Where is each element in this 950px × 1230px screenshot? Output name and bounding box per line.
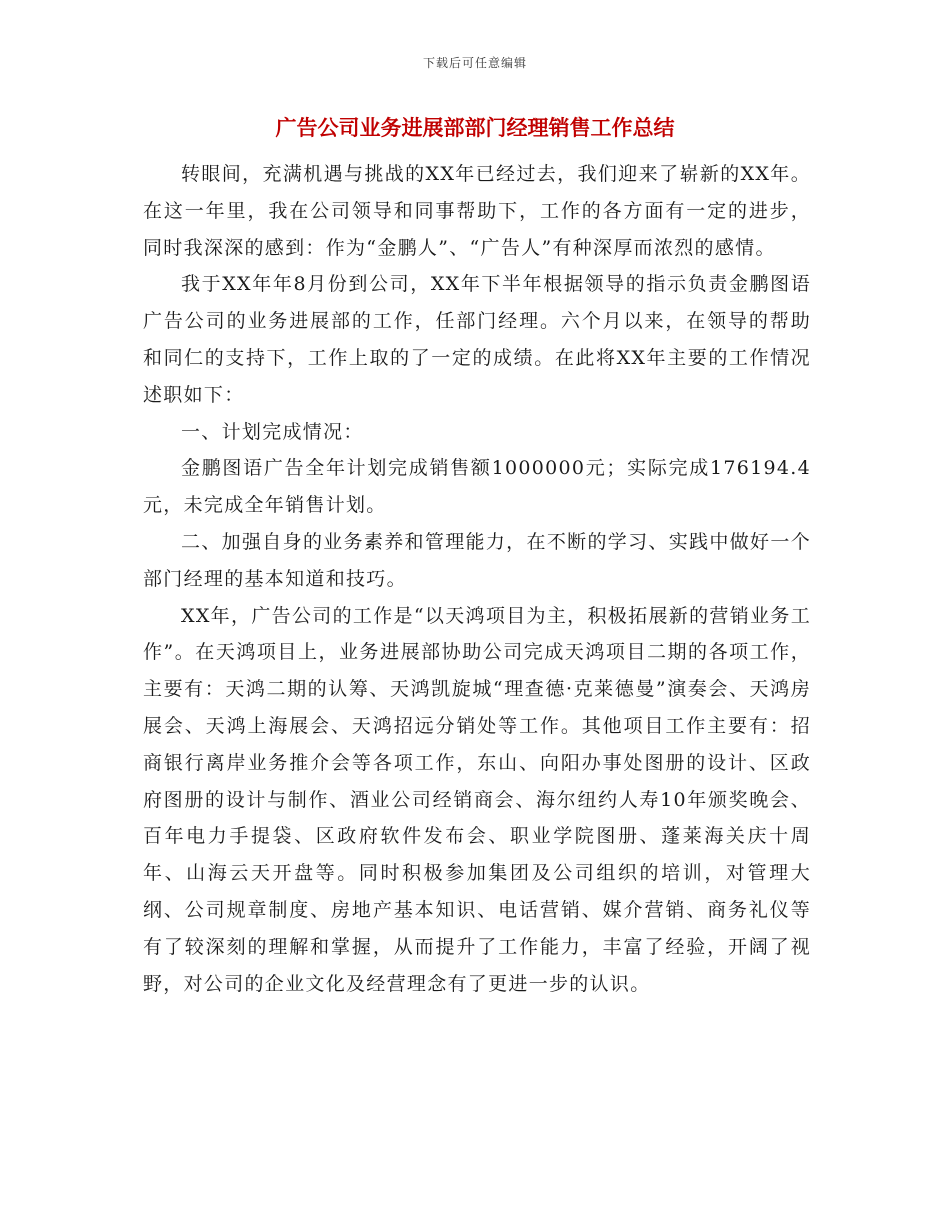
document-title: 广告公司业务进展部部门经理销售工作总结 [275,116,675,140]
section-heading-plan: 一、计划完成情况： [181,420,364,443]
document-body [143,156,811,1002]
paragraph-plan-result: 金鹏图语广告全年计划完成销售额1000000元；实际完成176194.4元，未完成全年销售计划。 [143,457,811,517]
paragraph-work-details: XX年，广告公司的工作是“以天鸿项目为主，积极拓展新的营销业务工作”。在天鸿项目上，业务进展部协助公司完成天鸿项目二期的各项工作，主要有：天鸿二期的认筹、天鸿凯旋城“理查德·克莱德曼”演奏会、天鸿房展会、天鸿上海展会、天鸿招远分销处等工作。其他项目工作主要有：招商银行离岸业务推介会等各项工作，东山、向阳办事处图册的设计、区政府图册的设计与制作、酒业公司经销商会、海尔纽约人寿10年颁奖晚会、百年电力手提袋、区政府软件发布会、职业学院图册、蓬莱海关庆十周年、山海云天开盘等。同时积极参加集团及公司组织的培训，对管理大纲、公司规章制度、房地产基本知识、电话营销、媒介营销、商务礼仪等有了较深刻的理解和掌握，从而提升了工作能力，丰富了经验，开阔了视野，对公司的企业文化及经营理念有了更进一步的认识。 [143,604,811,995]
section-heading-skills: 二、加强自身的业务素养和管理能力，在不断的学习、实践中做好一个部门经理的基本知道和技巧。 [143,530,811,590]
header-note: 下载后可任意编辑 [422,56,527,70]
paragraph-intro: 转眼间，充满机遇与挑战的XX年已经过去，我们迎来了崭新的XX年。在这一年里，我在公司领导和同事帮助下，工作的各方面有一定的进步，同时我深深的感到：作为“金鹏人”、“广告人”有种深厚而浓烈的感情。 [143,163,811,259]
paragraph-background: 我于XX年年8月份到公司，XX年下半年根据领导的指示负责金鹏图语广告公司的业务进展部的工作，任部门经理。六个月以来，在领导的帮助和同仁的支持下，工作上取的了一定的成绩。在此将XX年主要的工作情况述职如下： [143,273,811,406]
